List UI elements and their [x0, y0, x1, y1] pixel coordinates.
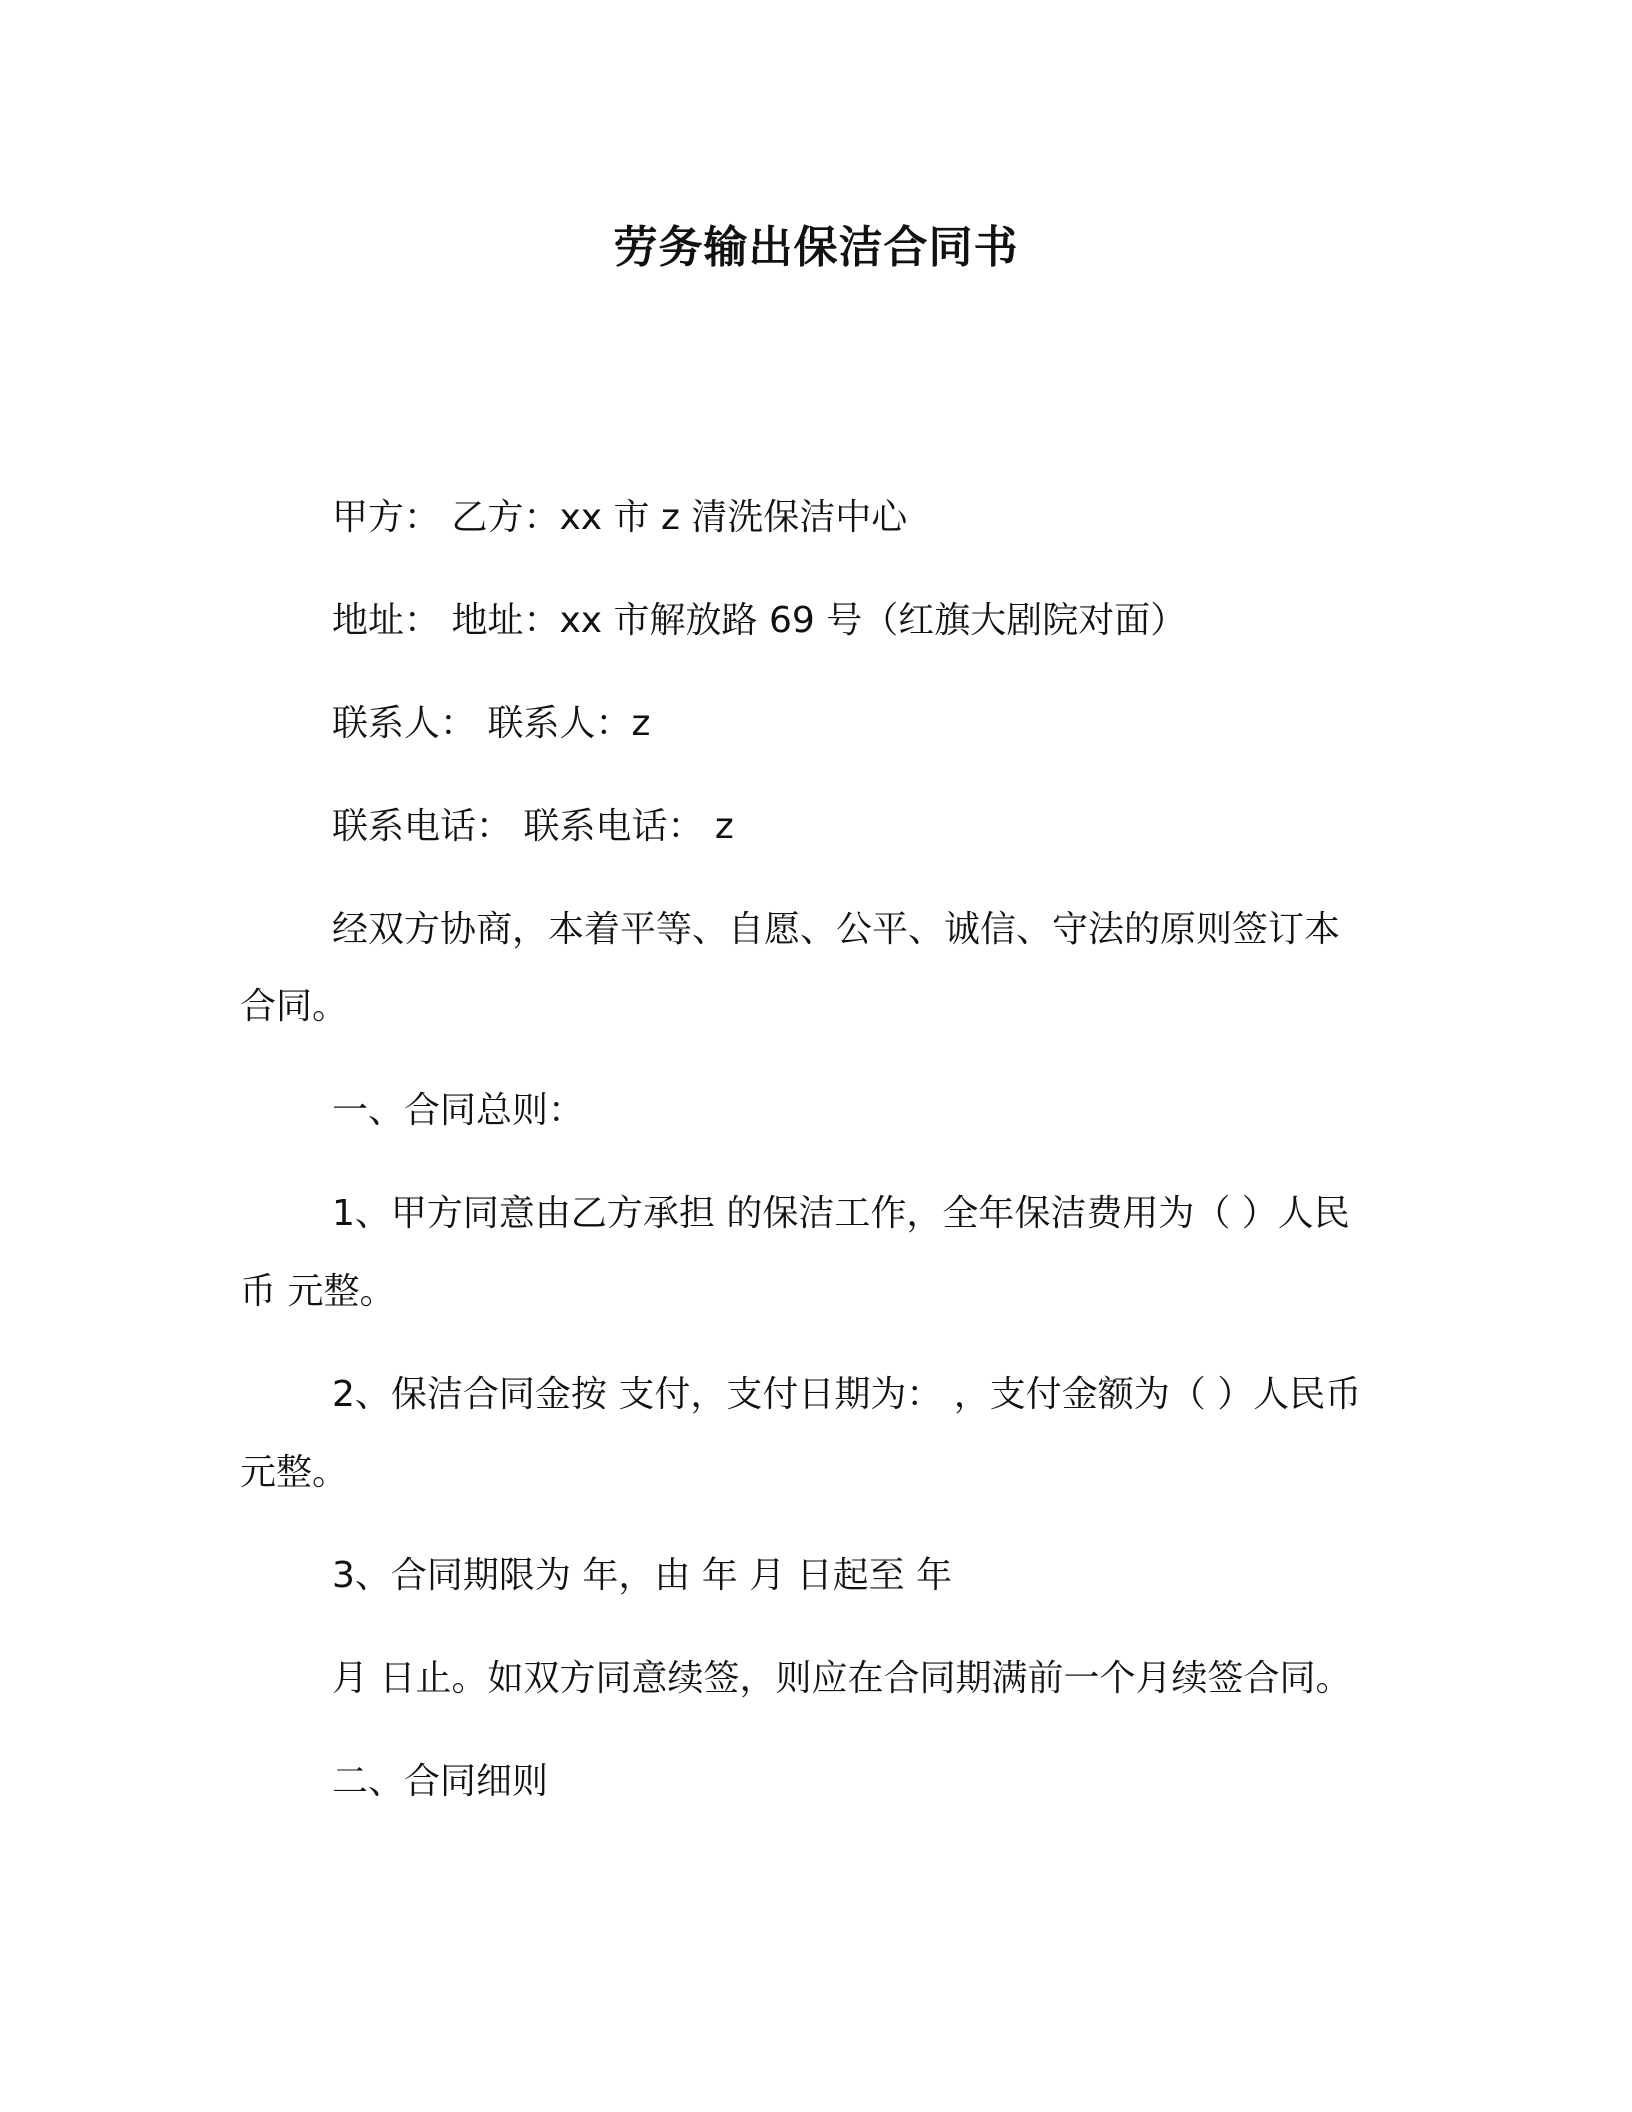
contact-phone-line: 联系电话： 联系电话： z: [332, 806, 734, 847]
preamble-line-2: 合同。: [240, 986, 349, 1027]
clause-2-line-2: 元整。: [240, 1452, 349, 1493]
contact-person-line: 联系人： 联系人：z: [332, 703, 651, 744]
preamble-line-1: 经双方协商，本着平等、自愿、公平、诚信、守法的原则签订本: [332, 909, 1341, 950]
section-heading-general: 一、合同总则：: [332, 1090, 585, 1131]
address-line: 地址： 地址：xx 市解放路 69 号（红旗大剧院对面）: [332, 600, 1187, 641]
clause-1-line-2: 币 元整。: [240, 1271, 396, 1312]
clause-3-line-1: 3、合同期限为 年，由 年 月 日起至 年: [332, 1555, 953, 1596]
clause-2-line-1: 2、保洁合同金按 支付，支付日期为： ，支付金额为（ ）人民币: [332, 1374, 1362, 1415]
clause-1-line-1: 1、甲方同意由乙方承担 的保洁工作，全年保洁费用为（ ）人民: [332, 1193, 1350, 1234]
party-line: 甲方： 乙方：xx 市 z 清洗保洁中心: [332, 497, 908, 538]
clause-3-line-2: 月 日止。如双方同意续签，则应在合同期满前一个月续签合同。: [332, 1658, 1352, 1699]
document-title: 劳务输出保洁合同书: [613, 222, 1019, 273]
section-heading-details: 二、合同细则: [332, 1761, 549, 1802]
